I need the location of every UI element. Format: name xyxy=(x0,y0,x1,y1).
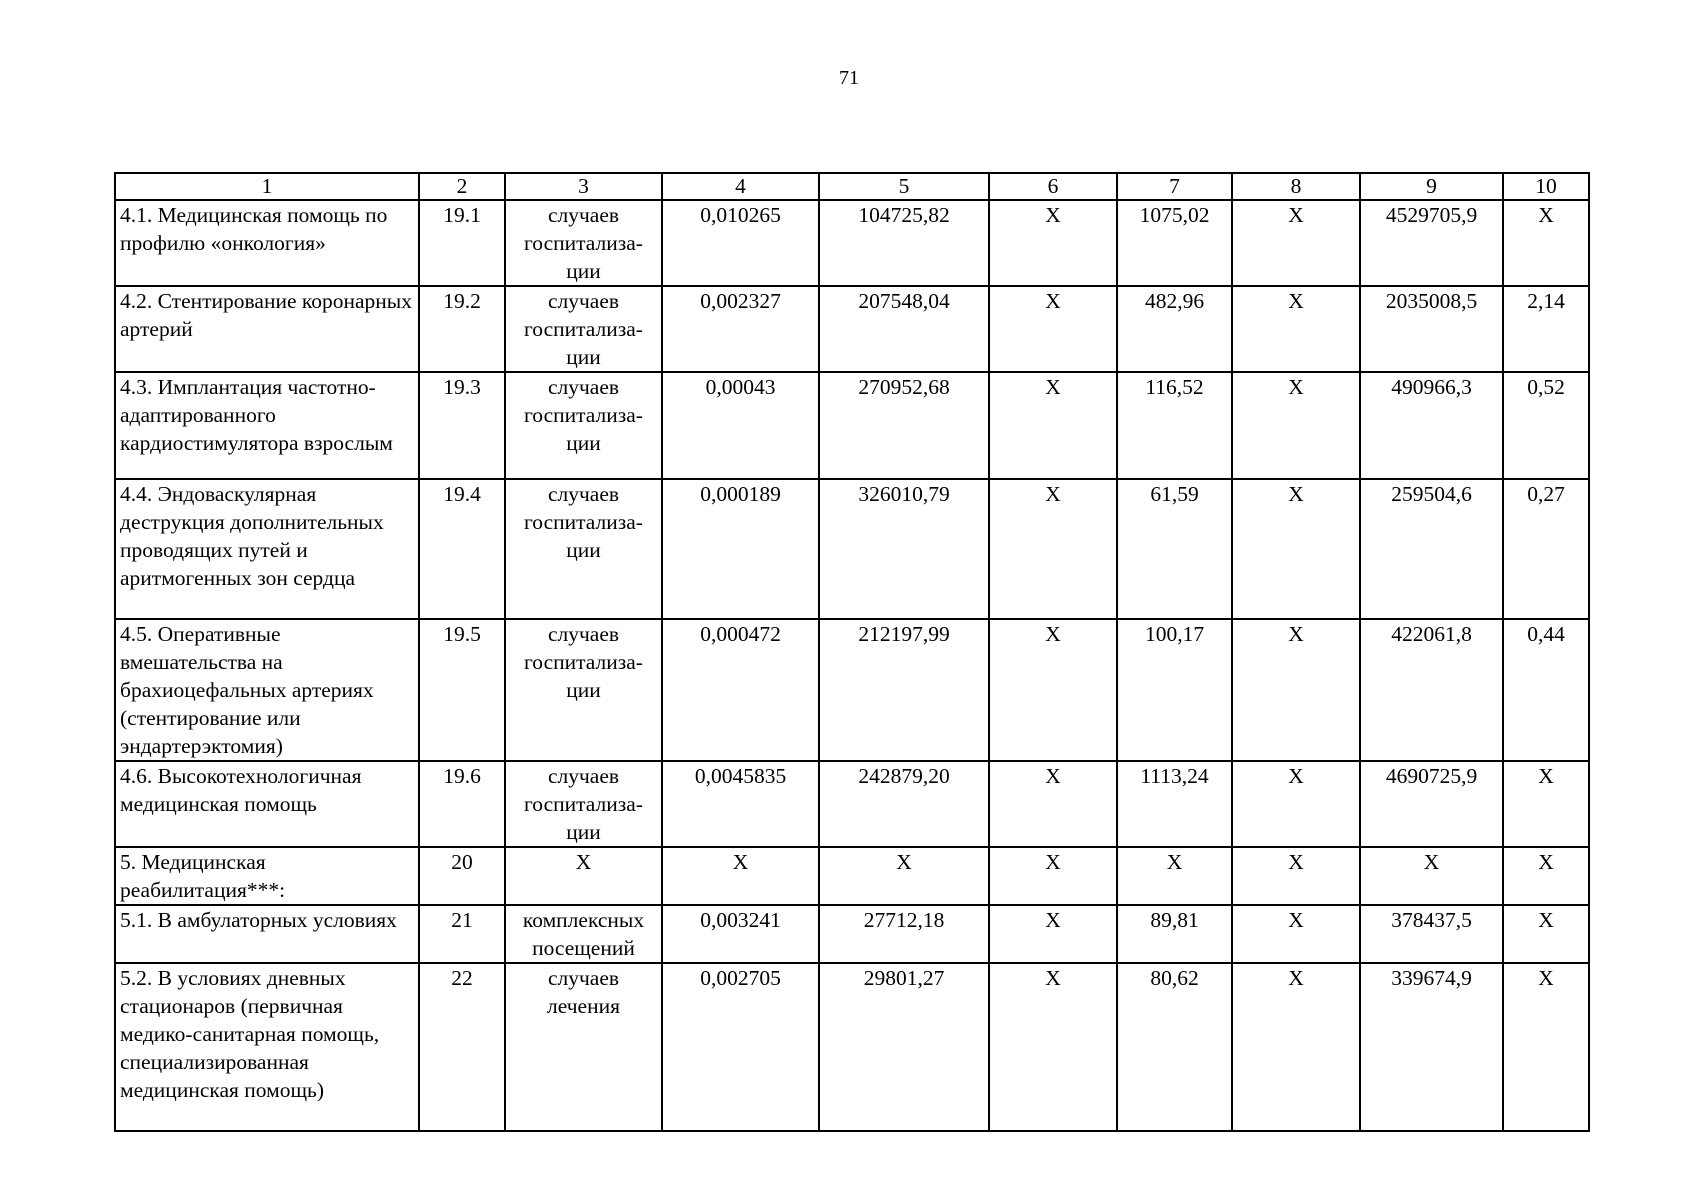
table-row xyxy=(115,479,1589,619)
row-code-cell: 19.6 xyxy=(419,761,505,847)
table-row xyxy=(115,905,1589,963)
table-row xyxy=(115,286,1589,372)
row-name-cell: 4.3. Имплантация частотно- адаптированного кардиостимулятора взрослым xyxy=(115,372,419,479)
column-number: 10 xyxy=(1503,173,1589,200)
value-cell: 104725,82 xyxy=(819,200,989,286)
table-row xyxy=(115,372,1589,479)
unit-cell: случаев госпитализа- ции xyxy=(505,479,662,619)
value-cell: 0,000189 xyxy=(662,479,819,619)
value-cell: X xyxy=(989,200,1117,286)
column-number: 7 xyxy=(1117,173,1232,200)
value-cell: 0,0045835 xyxy=(662,761,819,847)
value-cell: 0,00043 xyxy=(662,372,819,479)
unit-cell: случаев госпитализа- ции xyxy=(505,200,662,286)
value-cell: 2,14 xyxy=(1503,286,1589,372)
row-name-cell: 4.4. Эндоваскулярная деструкция дополнительных проводящих путей и аритмогенных зон сердца xyxy=(115,479,419,619)
value-cell: X xyxy=(989,847,1117,905)
data-table xyxy=(114,172,1590,1132)
value-cell: 0,27 xyxy=(1503,479,1589,619)
unit-cell: комплексных посещений xyxy=(505,905,662,963)
value-cell: 27712,18 xyxy=(819,905,989,963)
unit-cell: случаев госпитализа- ции xyxy=(505,372,662,479)
value-cell: 270952,68 xyxy=(819,372,989,479)
table-row xyxy=(115,761,1589,847)
column-number: 9 xyxy=(1360,173,1503,200)
value-cell: X xyxy=(1232,905,1360,963)
row-name-cell: 5. Медицинская реабилитация***: xyxy=(115,847,419,905)
row-name-cell: 5.1. В амбулаторных условиях xyxy=(115,905,419,963)
unit-cell: случаев госпитализа- ции xyxy=(505,286,662,372)
value-cell: X xyxy=(1232,761,1360,847)
row-code-cell: 20 xyxy=(419,847,505,905)
row-name-cell: 4.1. Медицинская помощь по профилю «онкология» xyxy=(115,200,419,286)
row-code-cell: 21 xyxy=(419,905,505,963)
value-cell: X xyxy=(1117,847,1232,905)
column-number: 6 xyxy=(989,173,1117,200)
value-cell: X xyxy=(989,761,1117,847)
value-cell: X xyxy=(1232,847,1360,905)
value-cell: 0,003241 xyxy=(662,905,819,963)
value-cell: 0,002327 xyxy=(662,286,819,372)
value-cell: X xyxy=(662,847,819,905)
value-cell: X xyxy=(1503,761,1589,847)
unit-cell: случаев госпитализа- ции xyxy=(505,761,662,847)
table-row xyxy=(115,963,1589,1131)
unit-cell: случаев лечения xyxy=(505,963,662,1131)
value-cell: 339674,9 xyxy=(1360,963,1503,1131)
value-cell: 80,62 xyxy=(1117,963,1232,1131)
value-cell: 100,17 xyxy=(1117,619,1232,761)
row-code-cell: 19.1 xyxy=(419,200,505,286)
unit-cell: случаев госпитализа- ции xyxy=(505,619,662,761)
value-cell: 422061,8 xyxy=(1360,619,1503,761)
value-cell: 0,000472 xyxy=(662,619,819,761)
value-cell: 0,010265 xyxy=(662,200,819,286)
table-row xyxy=(115,619,1589,761)
row-name-cell: 4.2. Стентирование коронарных артерий xyxy=(115,286,419,372)
column-number: 1 xyxy=(115,173,419,200)
value-cell: 326010,79 xyxy=(819,479,989,619)
column-number: 2 xyxy=(419,173,505,200)
value-cell: X xyxy=(989,905,1117,963)
value-cell: X xyxy=(819,847,989,905)
value-cell: X xyxy=(989,619,1117,761)
table-row xyxy=(115,847,1589,905)
row-code-cell: 19.5 xyxy=(419,619,505,761)
value-cell: X xyxy=(1232,619,1360,761)
value-cell: 1075,02 xyxy=(1117,200,1232,286)
value-cell: 0,002705 xyxy=(662,963,819,1131)
value-cell: X xyxy=(1232,479,1360,619)
table-row xyxy=(115,200,1589,286)
row-code-cell: 19.2 xyxy=(419,286,505,372)
value-cell: 89,81 xyxy=(1117,905,1232,963)
value-cell: X xyxy=(1360,847,1503,905)
value-cell: 212197,99 xyxy=(819,619,989,761)
column-number: 3 xyxy=(505,173,662,200)
value-cell: X xyxy=(1232,200,1360,286)
value-cell: 4690725,9 xyxy=(1360,761,1503,847)
value-cell: 259504,6 xyxy=(1360,479,1503,619)
row-name-cell: 4.6. Высокотехнологичная медицинская помощь xyxy=(115,761,419,847)
value-cell: X xyxy=(1232,963,1360,1131)
value-cell: X xyxy=(1503,963,1589,1131)
row-name-cell: 4.5. Оперативные вмешательства на брахиоцефальных артериях (стентирование или эндартерэктомия) xyxy=(115,619,419,761)
value-cell: X xyxy=(989,286,1117,372)
value-cell: 61,59 xyxy=(1117,479,1232,619)
value-cell: 207548,04 xyxy=(819,286,989,372)
value-cell: X xyxy=(1232,372,1360,479)
page-number: 71 xyxy=(839,67,859,89)
value-cell: 1113,24 xyxy=(1117,761,1232,847)
value-cell: 116,52 xyxy=(1117,372,1232,479)
column-number-row xyxy=(115,173,1589,200)
row-name-cell: 5.2. В условиях дневных стационаров (первичная медико-санитарная помощь, специализированная медицинская помощь) xyxy=(115,963,419,1131)
value-cell: X xyxy=(989,963,1117,1131)
column-number: 5 xyxy=(819,173,989,200)
row-code-cell: 19.4 xyxy=(419,479,505,619)
row-code-cell: 22 xyxy=(419,963,505,1131)
unit-cell: X xyxy=(505,847,662,905)
table-body xyxy=(115,200,1589,1131)
value-cell: 378437,5 xyxy=(1360,905,1503,963)
value-cell: 242879,20 xyxy=(819,761,989,847)
value-cell: X xyxy=(1503,905,1589,963)
column-number: 4 xyxy=(662,173,819,200)
value-cell: X xyxy=(989,372,1117,479)
value-cell: 0,52 xyxy=(1503,372,1589,479)
row-code-cell: 19.3 xyxy=(419,372,505,479)
value-cell: 2035008,5 xyxy=(1360,286,1503,372)
value-cell: 490966,3 xyxy=(1360,372,1503,479)
value-cell: X xyxy=(1503,847,1589,905)
column-number: 8 xyxy=(1232,173,1360,200)
value-cell: 482,96 xyxy=(1117,286,1232,372)
value-cell: 29801,27 xyxy=(819,963,989,1131)
value-cell: X xyxy=(1503,200,1589,286)
value-cell: X xyxy=(989,479,1117,619)
value-cell: 4529705,9 xyxy=(1360,200,1503,286)
value-cell: 0,44 xyxy=(1503,619,1589,761)
value-cell: X xyxy=(1232,286,1360,372)
